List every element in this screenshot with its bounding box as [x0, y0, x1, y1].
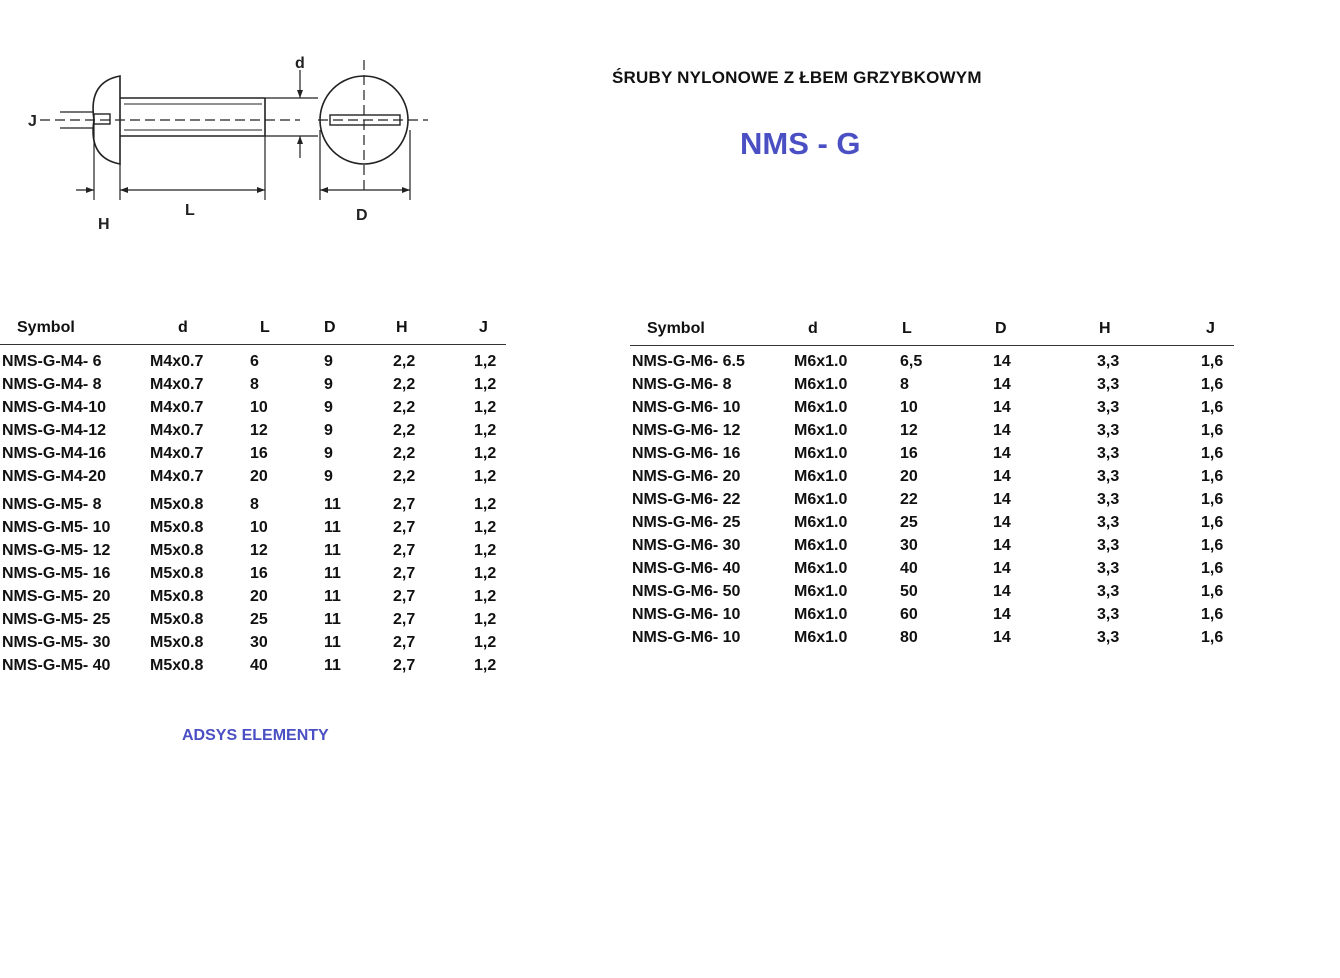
table-cell: 3,3 [1097, 353, 1120, 370]
table-cell: M5x0.8 [150, 496, 204, 513]
table-cell: 1,6 [1201, 353, 1224, 370]
table-cell: NMS-G-M5- 40 [2, 657, 111, 674]
table-cell: 3,3 [1097, 468, 1120, 485]
table-cell: 11 [324, 519, 341, 536]
table-header [630, 317, 1234, 346]
table-cell: 1,2 [474, 634, 497, 651]
table-cell: 3,3 [1097, 422, 1120, 439]
table-cell: 11 [324, 565, 341, 582]
table-cell: M5x0.8 [150, 542, 204, 559]
table-cell: M6x1.0 [794, 399, 848, 416]
table-cell: 14 [993, 629, 1011, 646]
column-header: D [324, 319, 336, 336]
company-brand: ADSYS ELEMENTY [182, 727, 329, 744]
table-cell: 1,2 [474, 399, 497, 416]
table-cell: 9 [324, 422, 333, 439]
table-header [0, 316, 506, 345]
table-cell: 1,6 [1201, 606, 1224, 623]
table-cell: 2,2 [393, 468, 416, 485]
table-cell: NMS-G-M6- 22 [632, 491, 741, 508]
column-header: J [1206, 320, 1215, 337]
column-header: d [808, 320, 818, 337]
table-cell: 11 [324, 634, 341, 651]
table-cell: 16 [900, 445, 918, 462]
table-cell: 10 [250, 519, 268, 536]
table-cell: 1,6 [1201, 445, 1224, 462]
table-cell: M6x1.0 [794, 514, 848, 531]
table-cell: 1,2 [474, 445, 497, 462]
table-cell: NMS-G-M4-10 [2, 399, 107, 416]
table-cell: 1,6 [1201, 468, 1224, 485]
table-cell: 60 [900, 606, 918, 623]
table-cell: NMS-G-M4- 8 [2, 376, 102, 393]
table-cell: 3,3 [1097, 583, 1120, 600]
table-cell: 2,7 [393, 611, 416, 628]
table-cell: 3,3 [1097, 491, 1120, 508]
column-header: D [995, 320, 1007, 337]
table-cell: 3,3 [1097, 399, 1120, 416]
table-cell: 6,5 [900, 353, 923, 370]
table-cell: M6x1.0 [794, 491, 848, 508]
table-cell: NMS-G-M6- 50 [632, 583, 741, 600]
table-cell: 1,6 [1201, 376, 1224, 393]
table-cell: 9 [324, 353, 333, 370]
table-cell: NMS-G-M6- 10 [632, 399, 741, 416]
table-cell: 1,2 [474, 422, 497, 439]
arrowhead [257, 187, 265, 193]
table-cell: M5x0.8 [150, 611, 204, 628]
table-cell: 14 [993, 468, 1011, 485]
label-d: d [295, 55, 305, 72]
product-code: NMS - G [740, 126, 861, 161]
table-cell: 12 [900, 422, 918, 439]
table-cell: NMS-G-M6- 10 [632, 629, 741, 646]
table-cell: 30 [900, 537, 918, 554]
table-cell: 30 [250, 634, 268, 651]
label-j: J [28, 113, 37, 130]
table-cell: 2,7 [393, 657, 416, 674]
table-cell: M6x1.0 [794, 376, 848, 393]
table-cell: 10 [900, 399, 918, 416]
table-cell: 12 [250, 422, 268, 439]
table-cell: NMS-G-M6- 8 [632, 376, 732, 393]
table-cell: NMS-G-M6- 6.5 [632, 353, 745, 370]
table-cell: NMS-G-M5- 12 [2, 542, 111, 559]
table-cell: 20 [250, 468, 268, 485]
table-cell: 2,7 [393, 496, 416, 513]
table-cell: 14 [993, 537, 1011, 554]
table-cell: M4x0.7 [150, 376, 204, 393]
label-h: H [98, 216, 110, 233]
table-cell: 12 [250, 542, 268, 559]
table-cell: 1,2 [474, 611, 497, 628]
column-header: L [902, 320, 912, 337]
head-slot [94, 114, 110, 124]
table-cell: 3,3 [1097, 376, 1120, 393]
table-cell: M6x1.0 [794, 583, 848, 600]
table-cell: M4x0.7 [150, 445, 204, 462]
table-cell: 2,2 [393, 399, 416, 416]
table-cell: 9 [324, 399, 333, 416]
column-header: Symbol [647, 320, 705, 337]
table-cell: 50 [900, 583, 918, 600]
table-cell: 20 [900, 468, 918, 485]
table-cell: 16 [250, 445, 268, 462]
table-cell: 80 [900, 629, 918, 646]
table-cell: NMS-G-M6- 12 [632, 422, 741, 439]
table-cell: 14 [993, 445, 1011, 462]
table-cell: M6x1.0 [794, 422, 848, 439]
table-cell: 14 [993, 514, 1011, 531]
table-cell: M6x1.0 [794, 353, 848, 370]
table-cell: 1,6 [1201, 583, 1224, 600]
column-header: J [479, 319, 488, 336]
arrowhead [297, 136, 303, 144]
table-cell: NMS-G-M5- 25 [2, 611, 111, 628]
table-cell: 1,2 [474, 496, 497, 513]
table-cell: 10 [250, 399, 268, 416]
table-cell: NMS-G-M5- 8 [2, 496, 102, 513]
table-cell: M5x0.8 [150, 565, 204, 582]
table-cell: 1,2 [474, 588, 497, 605]
table-cell: 14 [993, 376, 1011, 393]
table-cell: 1,2 [474, 353, 497, 370]
table-cell: M6x1.0 [794, 560, 848, 577]
table-cell: M5x0.8 [150, 634, 204, 651]
table-cell: 1,2 [474, 519, 497, 536]
table-cell: 1,6 [1201, 514, 1224, 531]
label-big-d: D [356, 207, 368, 224]
table-cell: 8 [250, 496, 259, 513]
table-cell: NMS-G-M6- 16 [632, 445, 741, 462]
column-header: H [1099, 320, 1111, 337]
table-cell: 14 [993, 491, 1011, 508]
table-cell: 2,7 [393, 542, 416, 559]
table-cell: M5x0.8 [150, 657, 204, 674]
table-cell: NMS-G-M6- 25 [632, 514, 741, 531]
table-cell: 2,7 [393, 519, 416, 536]
table-cell: 9 [324, 376, 333, 393]
table-cell: NMS-G-M6- 10 [632, 606, 741, 623]
table-cell: 2,2 [393, 376, 416, 393]
table-cell: M6x1.0 [794, 537, 848, 554]
table-cell: NMS-G-M4- 6 [2, 353, 102, 370]
table-cell: 1,2 [474, 565, 497, 582]
table-cell: 8 [900, 376, 909, 393]
table-cell: 2,7 [393, 565, 416, 582]
column-header: L [260, 319, 270, 336]
table-cell: 40 [900, 560, 918, 577]
table-cell: 2,2 [393, 353, 416, 370]
table-cell: 25 [250, 611, 268, 628]
table-cell: NMS-G-M4-12 [2, 422, 107, 439]
table-cell: M4x0.7 [150, 353, 204, 370]
table-cell: NMS-G-M4-20 [2, 468, 107, 485]
table-cell: M6x1.0 [794, 468, 848, 485]
document-title: ŚRUBY NYLONOWE Z ŁBEM GRZYBKOWYM [612, 68, 982, 87]
table-cell: 1,2 [474, 542, 497, 559]
table-cell: 11 [324, 657, 341, 674]
table-cell: 8 [250, 376, 259, 393]
table-cell: 11 [324, 496, 341, 513]
spec-table-m4-m5 [0, 316, 510, 686]
table-cell: NMS-G-M6- 20 [632, 468, 741, 485]
table-cell: M6x1.0 [794, 629, 848, 646]
table-cell: 1,2 [474, 657, 497, 674]
table-cell: 14 [993, 353, 1011, 370]
table-cell: M6x1.0 [794, 606, 848, 623]
table-cell: M5x0.8 [150, 519, 204, 536]
column-header: d [178, 319, 188, 336]
table-cell: M4x0.7 [150, 399, 204, 416]
table-cell: 1,6 [1201, 399, 1224, 416]
table-cell: NMS-G-M4-16 [2, 445, 107, 462]
table-cell: 2,2 [393, 445, 416, 462]
table-cell: 1,2 [474, 468, 497, 485]
table-cell: NMS-G-M6- 40 [632, 560, 741, 577]
table-cell: M4x0.7 [150, 468, 204, 485]
table-cell: 9 [324, 468, 333, 485]
table-cell: 3,3 [1097, 537, 1120, 554]
arrowhead [402, 187, 410, 193]
table-cell: 20 [250, 588, 268, 605]
table-cell: 1,6 [1201, 560, 1224, 577]
table-cell: 14 [993, 422, 1011, 439]
table-cell: NMS-G-M5- 20 [2, 588, 111, 605]
table-cell: 11 [324, 588, 341, 605]
table-cell: 2,7 [393, 588, 416, 605]
table-cell: 2,2 [393, 422, 416, 439]
table-cell: 1,2 [474, 376, 497, 393]
column-header: Symbol [17, 319, 75, 336]
column-header: H [396, 319, 408, 336]
table-cell: NMS-G-M5- 10 [2, 519, 111, 536]
table-cell: 14 [993, 583, 1011, 600]
table-cell: 9 [324, 445, 333, 462]
table-cell: NMS-G-M5- 30 [2, 634, 111, 651]
table-cell: 3,3 [1097, 629, 1120, 646]
table-cell: 22 [900, 491, 918, 508]
table-cell: 11 [324, 542, 341, 559]
table-cell: 1,6 [1201, 422, 1224, 439]
arrowhead [320, 187, 328, 193]
table-cell: 3,3 [1097, 560, 1120, 577]
table-cell: 1,6 [1201, 537, 1224, 554]
table-cell: NMS-G-M6- 30 [632, 537, 741, 554]
table-cell: 14 [993, 606, 1011, 623]
arrowhead [297, 90, 303, 98]
table-cell: 40 [250, 657, 268, 674]
table-cell: 1,6 [1201, 629, 1224, 646]
arrowhead [86, 187, 94, 193]
screw-technical-drawing [0, 40, 440, 240]
table-cell: 3,3 [1097, 606, 1120, 623]
table-cell: 11 [324, 611, 341, 628]
table-cell: M5x0.8 [150, 588, 204, 605]
table-cell: 3,3 [1097, 445, 1120, 462]
table-cell: 3,3 [1097, 514, 1120, 531]
table-cell: 14 [993, 399, 1011, 416]
arrowhead [120, 187, 128, 193]
table-cell: NMS-G-M5- 16 [2, 565, 111, 582]
table-cell: 25 [900, 514, 918, 531]
label-l: L [185, 202, 195, 219]
table-cell: 2,7 [393, 634, 416, 651]
table-cell: M6x1.0 [794, 445, 848, 462]
table-cell: 14 [993, 560, 1011, 577]
spec-table-m6 [630, 317, 1250, 657]
table-cell: M4x0.7 [150, 422, 204, 439]
table-cell: 6 [250, 353, 259, 370]
table-cell: 16 [250, 565, 268, 582]
table-cell: 1,6 [1201, 491, 1224, 508]
